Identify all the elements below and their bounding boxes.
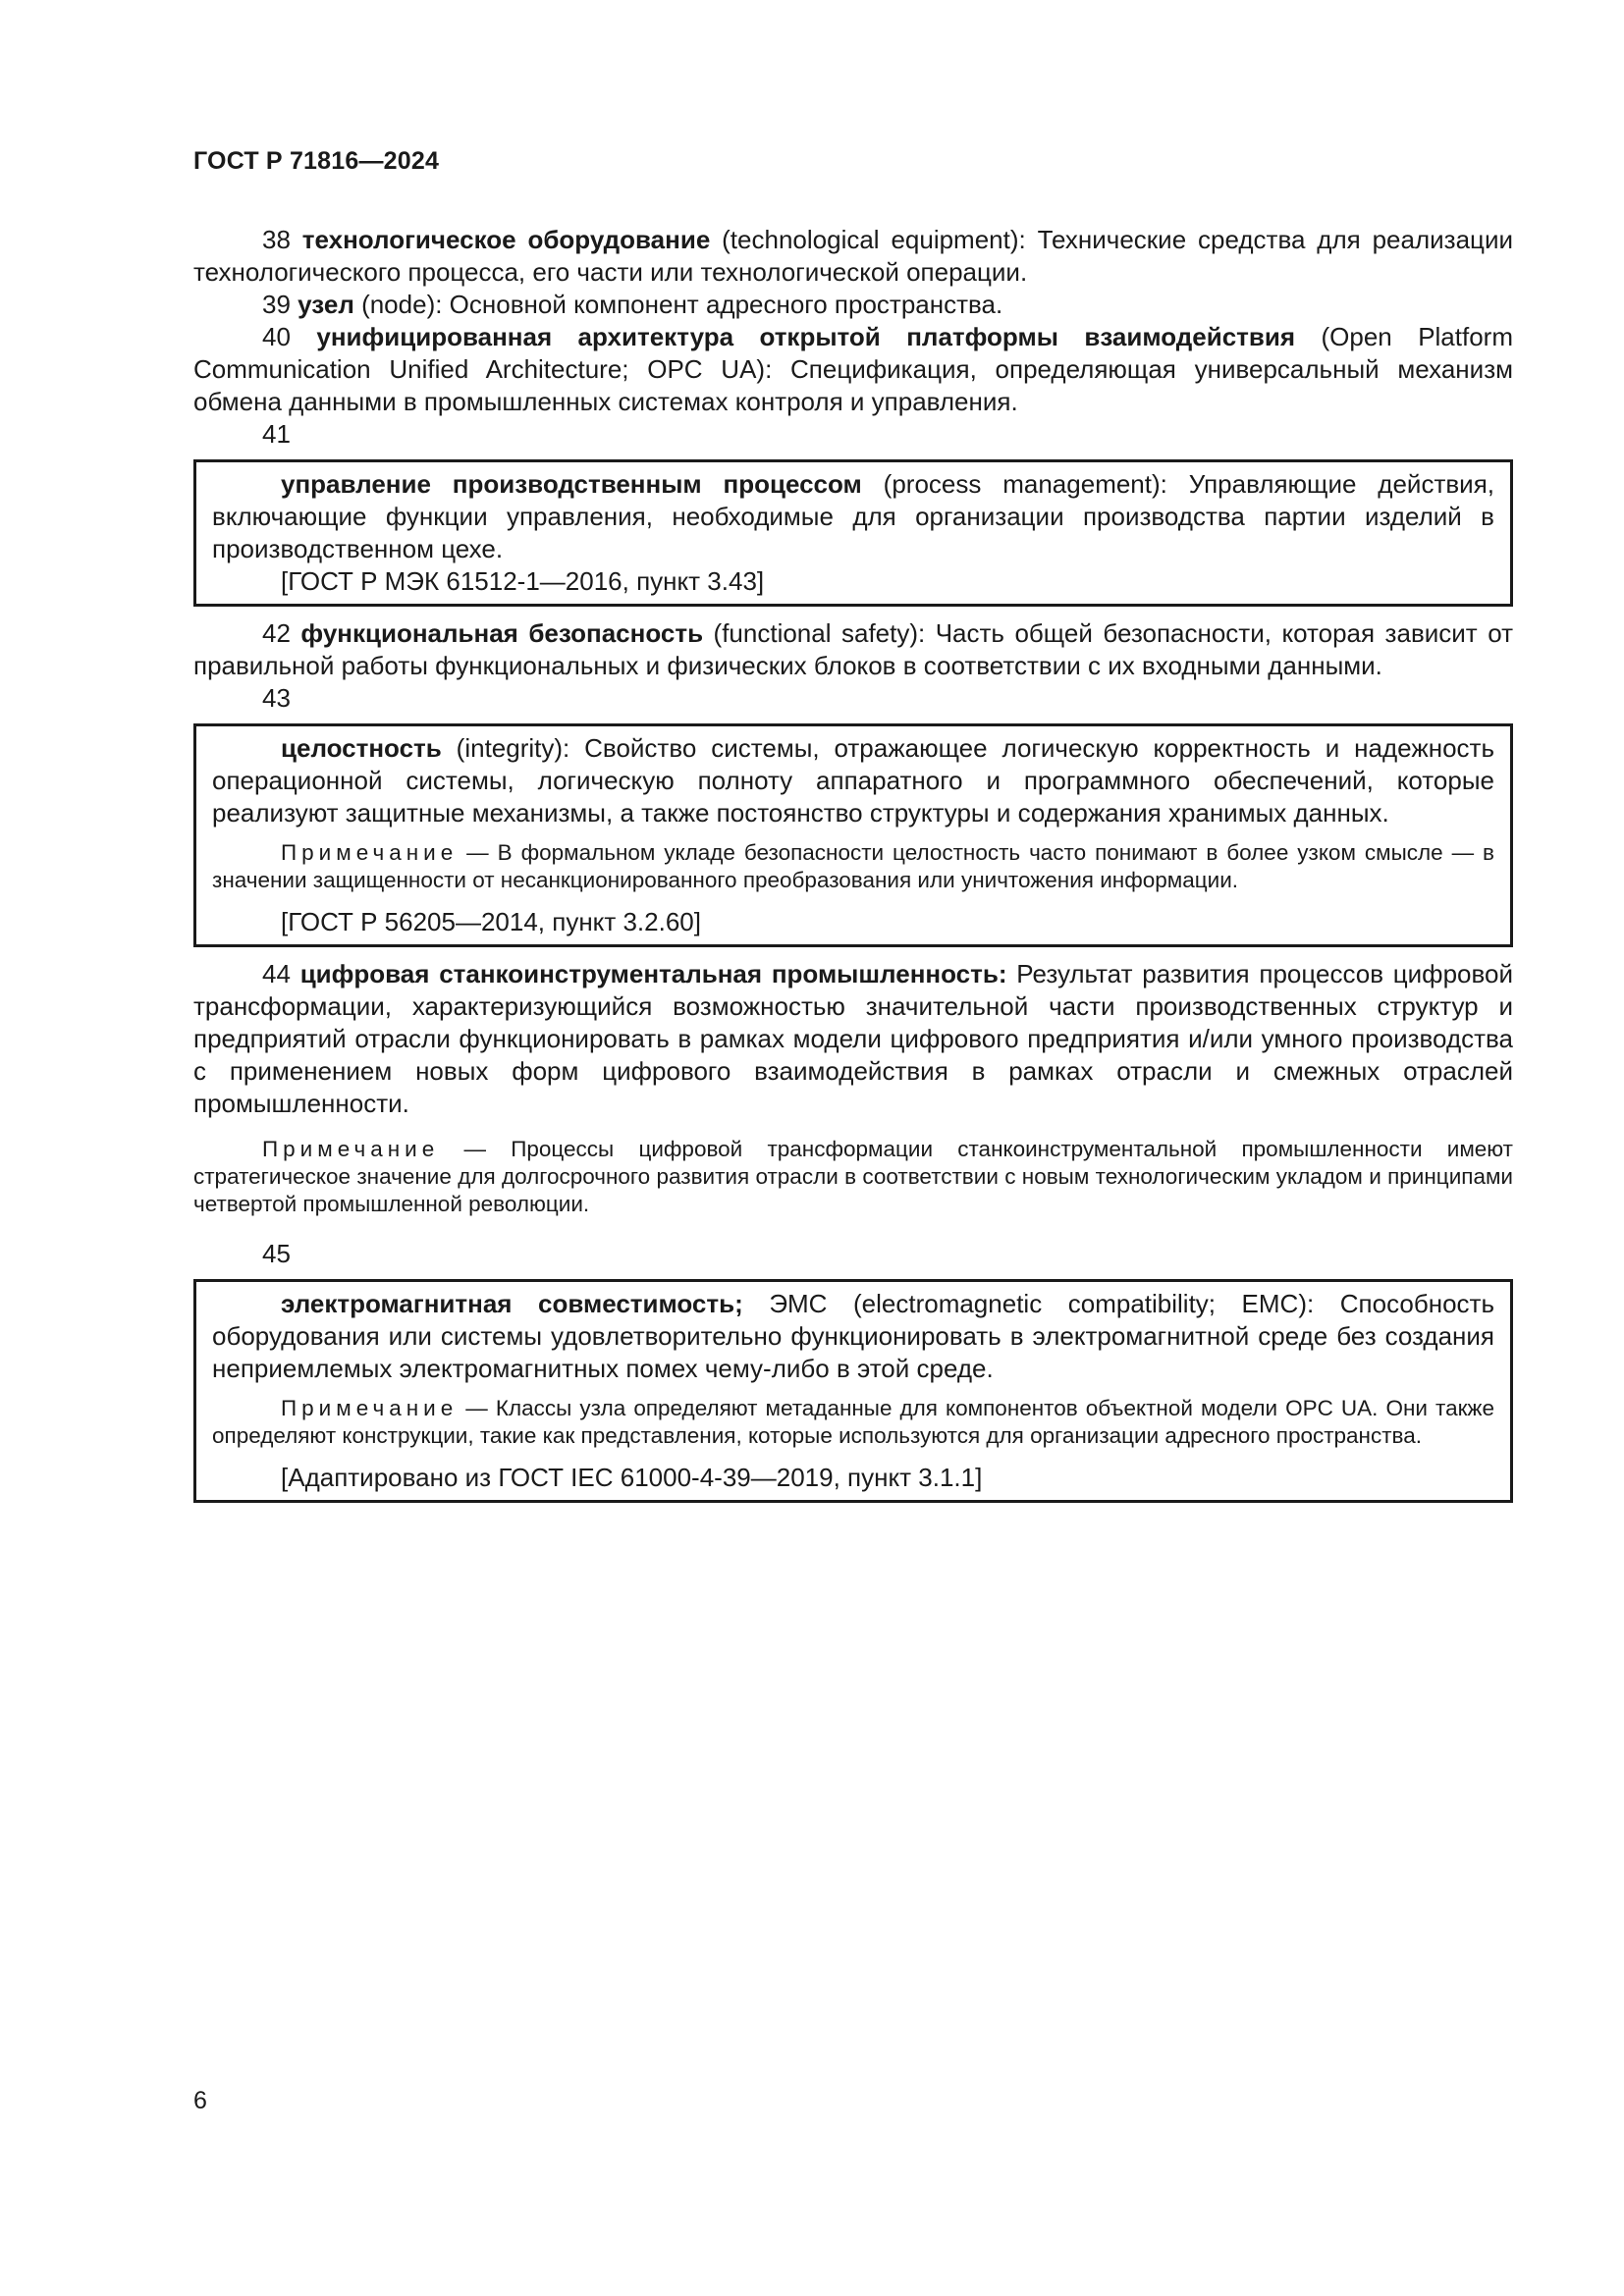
term-definition: (technological equipment): Технические средства для реализации технологического процесса, его части или технологической операции. (193, 225, 1513, 287)
term-41-source: [ГОСТ Р МЭК 61512-1—2016, пункт 3.43] (281, 566, 765, 596)
term-number: 40 (262, 322, 291, 351)
term-name: узел (298, 290, 354, 319)
term-definition: (integrity): Свойство системы, отражающее логическую корректность и надежность операционной системы, логическую полноту аппаратного и программного обеспечений, которые реализуют защитные механизмы, а также постоянство структуры и содержания хранимых данных. (212, 733, 1494, 828)
term-name: управление производственным процессом (281, 469, 862, 499)
term-name: унифицированная архитектура открытой платформы взаимодействия (316, 322, 1296, 351)
term-45 (212, 1288, 1494, 1385)
note-text: — Процессы цифровой трансформации станкоинструментальной промышленности имеют стратегическое значение для долгосрочного развития отрасли в соответствии с новым технологическим укладом и принципами четвертой промышленной революции. (193, 1137, 1513, 1216)
term-name: технологическое оборудование (301, 225, 711, 254)
term-name: функциональная безопасность (300, 618, 704, 648)
term-definition: (node): Основной компонент адресного пространства. (353, 290, 1003, 319)
term-43-source: [ГОСТ Р 56205—2014, пункт 3.2.60] (281, 907, 701, 936)
note-text: — В формальном укладе безопасности целостность часто понимают в более узком смысле — в значении защищенности от несанкционированного преобразования или уничтожения информации. (212, 840, 1494, 892)
term-43-number: 43 (262, 683, 291, 713)
term-definition: ЭМС (electromagnetic compatibility; EMC): Способность оборудования или системы удовлетворительно функционировать в электромагнитной среде без создания неприемлемых электромагнитных помех чему-либо в этой среде. (212, 1289, 1494, 1383)
term-40 (193, 321, 1513, 418)
term-number: 39 (262, 290, 291, 319)
term-name: целостность (281, 733, 442, 763)
term-number: 44 (262, 959, 291, 988)
document-body (193, 224, 1513, 1514)
term-definition: (functional safety): Часть общей безопасности, которая зависит от правильной работы функциональных и физических блоков в соответствии с их входными данными. (193, 618, 1513, 680)
note-label: Примечание (262, 1137, 440, 1161)
term-38 (193, 224, 1513, 289)
term-39 (193, 289, 1513, 321)
term-44 (193, 958, 1513, 1120)
note-label: Примечание (281, 1396, 459, 1420)
term-41 (212, 468, 1494, 565)
term-42 (193, 617, 1513, 682)
term-45-number: 45 (262, 1239, 291, 1268)
term-definition: Результат развития процессов цифровой трансформации, характеризующийся возможностью значительной части производственных структур и предприятий отрасли функционировать в рамках модели цифрового предприятия и/или умного производства с применением новых форм цифрового взаимодействия в рамках отрасли и смежных отраслей промышленности. (193, 959, 1513, 1118)
term-45-box (193, 1279, 1513, 1503)
term-43 (212, 732, 1494, 829)
page-number: 6 (193, 2087, 207, 2114)
term-44-note (193, 1136, 1513, 1218)
term-number: 38 (262, 225, 291, 254)
term-45-note (212, 1395, 1494, 1450)
note-label: Примечание (281, 840, 459, 865)
term-number: 42 (262, 618, 291, 648)
note-text: — Классы узла определяют метаданные для компонентов объектной модели OPC UA. Они также определяют конструкции, такие как представления, которые используются для организации адресного пространства. (212, 1396, 1494, 1448)
page-header: ГОСТ Р 71816—2024 (193, 147, 440, 175)
term-43-box (193, 723, 1513, 947)
term-41-box (193, 459, 1513, 607)
term-45-source: [Адаптировано из ГОСТ IEC 61000-4-39—2019, пункт 3.1.1] (281, 1463, 983, 1492)
term-definition: (process management): Управляющие действия, включающие функции управления, необходимые для организации производства партии изделий в производственном цехе. (212, 469, 1495, 563)
term-43-note (212, 839, 1494, 894)
term-name: цифровая станкоинструментальная промышленность: (299, 959, 1007, 988)
term-41-number: 41 (262, 419, 291, 449)
term-name: электромагнитная совместимость; (281, 1289, 743, 1318)
term-definition: (Open Platform Communication Unified Architecture; OPC UA): Спецификация, определяющая универсальный механизм обмена данными в промышленных системах контроля и управления. (193, 322, 1513, 416)
